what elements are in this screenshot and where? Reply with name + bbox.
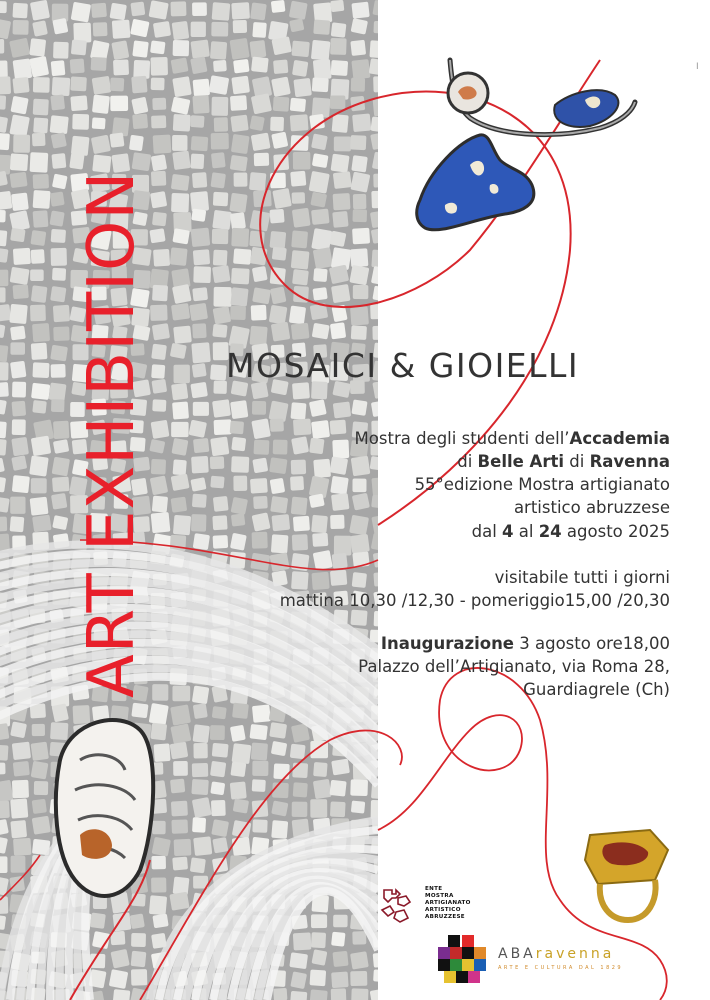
ente-mostra-logo-text: [425, 886, 471, 921]
address-line-city: Guardiagrele (Ch): [523, 680, 670, 699]
info-line-dates: [472, 521, 670, 543]
hours-line-days: visitabile tutti i giorni: [494, 568, 670, 587]
info-line-academy: [457, 451, 670, 473]
aba-ravenna-logo-icon: [438, 935, 486, 983]
ente-line: ABRUZZESE: [425, 914, 465, 920]
hours-line-times: mattina 10,30 /12,30 - pomeriggio15,00 /20,30: [279, 591, 670, 610]
info-text-bold: Accademia: [569, 429, 670, 448]
info-text-bold: Ravenna: [589, 452, 670, 471]
exhibition-main-title: MOSAICI & GIOIELLI: [226, 346, 580, 385]
info-text-bold: 4: [502, 522, 514, 541]
ente-line: ARTIGIANATO: [425, 900, 471, 906]
art-exhibition-vertical-title: ART EXHIBITION: [75, 170, 149, 698]
address-line-venue: Palazzo dell’Artigianato, via Roma 28,: [358, 657, 670, 676]
info-line-edition: 55°edizione Mostra artigianato: [414, 475, 670, 494]
info-line-organizer: [355, 428, 670, 450]
gold-ring-jewel-image: [585, 830, 668, 920]
ente-line: MOSTRA: [425, 893, 454, 899]
aba-letters: ABA: [498, 946, 536, 962]
info-text: dal: [471, 522, 503, 541]
info-text: di: [457, 452, 478, 471]
info-text-bold: 24: [538, 522, 562, 541]
ente-line: ENTE: [425, 886, 443, 892]
info-text: Mostra degli studenti dell’: [354, 429, 570, 448]
aba-ravenna-tagline: ARTE E CULTURA DAL 1829: [498, 965, 624, 971]
info-text-bold: Belle Arti: [477, 452, 565, 471]
ente-mostra-logo-icon: [378, 884, 418, 928]
info-text: di: [564, 452, 590, 471]
ente-line: ARTISTICO: [425, 907, 461, 913]
inauguration-line: [381, 633, 670, 655]
aba-ravenna-word: ravenna: [535, 946, 615, 962]
inauguration-date: 3 agosto ore18,00: [514, 634, 670, 653]
aba-ravenna-logo-text: [498, 946, 614, 962]
info-text: al: [513, 522, 539, 541]
corner-marker: I: [696, 62, 699, 72]
info-text: agosto 2025: [561, 522, 670, 541]
necklace-jewel-image: [417, 60, 635, 230]
inauguration-label: Inaugurazione: [380, 634, 515, 653]
info-line-region: artistico abruzzese: [513, 498, 670, 517]
